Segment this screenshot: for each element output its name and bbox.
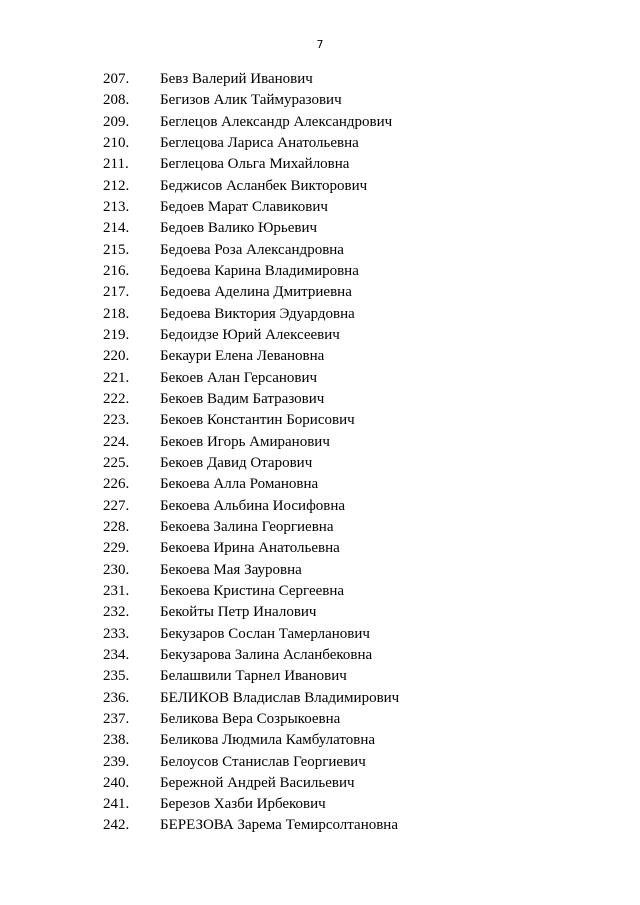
entry-number: 216. [103, 262, 130, 279]
entry-number: 240. [103, 774, 130, 791]
list-item [0, 218, 640, 239]
entry-name: Бекузарова Залина Асланбековна [160, 646, 373, 663]
entry-name: Беглецова Ольга Михайловна [160, 156, 350, 173]
entry-name: Беглецова Лариса Анатольевна [160, 134, 359, 151]
list-item [0, 560, 640, 581]
entry-name: Бекоева Залина Георгиевна [160, 518, 334, 535]
entry-name: Беликова Вера Созрыкоевна [160, 710, 341, 727]
entry-number: 209. [103, 113, 130, 130]
entry-number: 231. [103, 582, 130, 599]
entry-name: Бекоев Вадим Батразович [160, 390, 325, 407]
entry-name: Бедоидзе Юрий Алексеевич [160, 326, 340, 343]
entry-name: Бережной Андрей Васильевич [160, 774, 355, 791]
entry-name: Бекоева Мая Зауровна [160, 561, 302, 578]
entry-number: 238. [103, 732, 130, 749]
entry-name: Бевз Валерий Иванович [160, 71, 313, 87]
entry-name: Бедоев Валико Юрьевич [160, 220, 318, 237]
list-item [0, 773, 640, 794]
list-item [0, 453, 640, 474]
list-item [0, 176, 640, 197]
list-item [0, 752, 640, 773]
list-item [0, 368, 640, 389]
list-item [0, 346, 640, 367]
entry-name: Бедоева Карина Владимировна [160, 262, 359, 279]
list-item [0, 197, 640, 218]
entry-name: Белоусов Станислав Георгиевич [160, 753, 366, 770]
entry-number: 214. [103, 220, 130, 237]
entry-number: 219. [103, 326, 130, 343]
list-item [0, 581, 640, 602]
entry-name: Бекойты Петр Иналович [160, 604, 317, 621]
entry-number: 239. [103, 753, 130, 770]
list-item [0, 261, 640, 282]
entry-number: 229. [103, 540, 130, 557]
entry-number: 235. [103, 668, 130, 685]
list-item [0, 496, 640, 517]
entry-number: 210. [103, 134, 130, 151]
list-item [0, 688, 640, 709]
entry-name: Бекоева Кристина Сергеевна [160, 582, 345, 599]
name-list [0, 69, 640, 837]
entry-name: Бекоева Альбина Иосифовна [160, 497, 346, 514]
entry-name: Беглецов Александр Александрович [160, 113, 393, 130]
list-item [0, 112, 640, 133]
entry-number: 228. [103, 518, 130, 535]
entry-name: Бекоев Давид Отарович [160, 454, 313, 471]
list-item [0, 794, 640, 815]
entry-number: 207. [103, 71, 130, 87]
list-item [0, 538, 640, 559]
entry-name: БЕРЕЗОВА Зарема Темирсолтановна [160, 817, 398, 834]
entry-number: 223. [103, 412, 130, 429]
list-item [0, 410, 640, 431]
entry-number: 224. [103, 433, 130, 450]
list-item [0, 602, 640, 623]
entry-name: Бекоева Ирина Анатольевна [160, 540, 340, 557]
entry-number: 236. [103, 689, 130, 706]
list-item [0, 624, 640, 645]
list-item [0, 282, 640, 303]
entry-name: Бекаури Елена Левановна [160, 348, 325, 365]
list-item [0, 666, 640, 687]
list-item [0, 645, 640, 666]
entry-name: Бекоев Константин Борисович [160, 412, 355, 429]
entry-name: Бегизов Алик Таймуразович [160, 92, 342, 109]
entry-name: Бекоева Алла Романовна [160, 476, 319, 493]
entry-name: Беджисов Асланбек Викторович [160, 177, 368, 194]
list-item [0, 69, 640, 90]
entry-name: Беликова Людмила Камбулатовна [160, 732, 376, 749]
page-number: 7 [316, 38, 324, 51]
entry-number: 213. [103, 198, 130, 215]
entry-number: 226. [103, 476, 130, 493]
entry-name: Бекоев Алан Герсанович [160, 369, 318, 386]
list-item [0, 815, 640, 836]
entry-name: Бекоев Игорь Амиранович [160, 433, 330, 450]
entry-number: 220. [103, 348, 130, 365]
list-item [0, 133, 640, 154]
entry-name: БЕЛИКОВ Владислав Владимирович [160, 689, 400, 706]
entry-number: 225. [103, 454, 130, 471]
entry-name: Белашвили Тарнел Иванович [160, 668, 347, 685]
entry-number: 221. [103, 369, 130, 386]
entry-number: 227. [103, 497, 130, 514]
list-item [0, 325, 640, 346]
list-item [0, 154, 640, 175]
list-item [0, 304, 640, 325]
entry-number: 230. [103, 561, 130, 578]
entry-number: 232. [103, 604, 130, 621]
list-item [0, 90, 640, 111]
entry-name: Березов Хазби Ирбекович [160, 796, 326, 813]
entry-number: 234. [103, 646, 130, 663]
list-item [0, 730, 640, 751]
entry-number: 218. [103, 305, 130, 322]
entry-number: 237. [103, 710, 130, 727]
entry-number: 212. [103, 177, 130, 194]
entry-number: 217. [103, 284, 130, 301]
entry-number: 211. [103, 156, 129, 173]
entry-name: Бедоева Аделина Дмитриевна [160, 284, 352, 301]
entry-number: 208. [103, 92, 130, 109]
list-item [0, 517, 640, 538]
list-item [0, 240, 640, 261]
list-item [0, 389, 640, 410]
entry-number: 233. [103, 625, 130, 642]
entry-name: Бекузаров Сослан Тамерланович [160, 625, 370, 642]
entry-name: Бедоева Роза Александровна [160, 241, 344, 258]
entry-number: 222. [103, 390, 130, 407]
list-item [0, 709, 640, 730]
entry-name: Бедоев Марат Славикович [160, 198, 328, 215]
list-item [0, 432, 640, 453]
entry-name: Бедоева Виктория Эдуардовна [160, 305, 355, 322]
entry-number: 241. [103, 796, 130, 813]
entry-number: 242. [103, 817, 130, 834]
entry-number: 215. [103, 241, 130, 258]
list-item [0, 474, 640, 495]
